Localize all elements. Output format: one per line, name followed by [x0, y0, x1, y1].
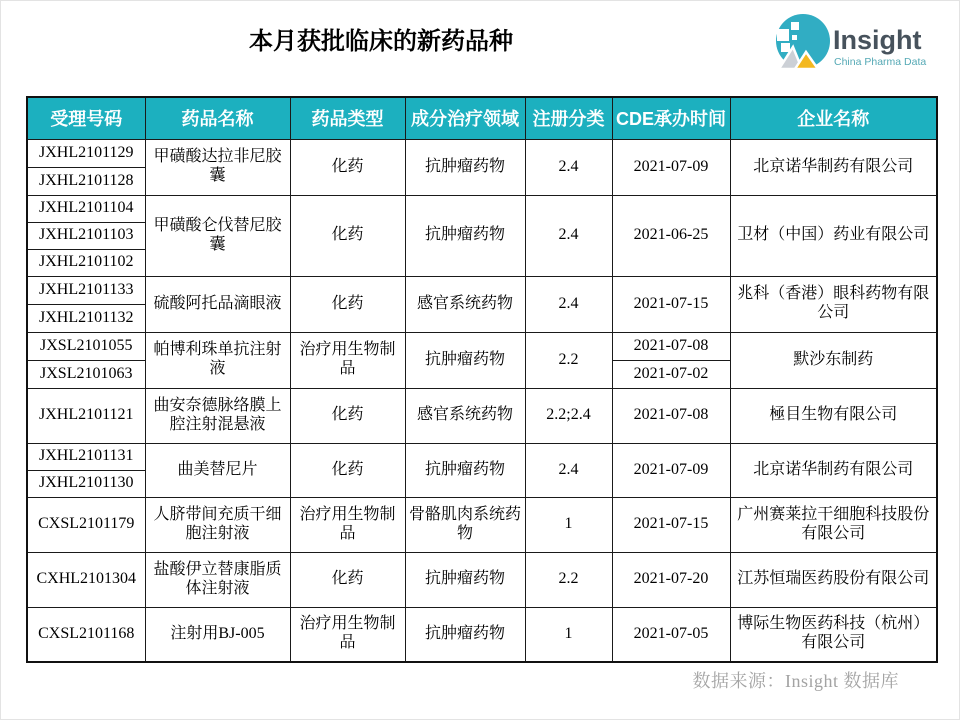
registration-category: 2.4	[525, 276, 612, 332]
company-name: 江苏恒瑞医药股份有限公司	[730, 552, 937, 607]
table-row	[27, 276, 937, 304]
page-title: 本月获批临床的新药品种	[249, 28, 513, 55]
acceptance-number: CXSL2101179	[27, 497, 145, 552]
insight-logo-subtitle: China Pharma Data	[834, 56, 927, 68]
drug-type: 化药	[290, 139, 405, 195]
company-name: 北京诺华制药有限公司	[730, 139, 937, 195]
table-header-row	[27, 97, 937, 139]
cde-date: 2021-07-09	[612, 139, 730, 195]
company-name: 兆科（香港）眼科药物有限公司	[730, 276, 937, 332]
acceptance-number: JXHL2101131	[27, 443, 145, 470]
col-header-cde-date: CDE承办时间	[612, 97, 730, 139]
drug-name: 甲磺酸仑伐替尼胶囊	[145, 195, 290, 276]
acceptance-number: JXHL2101103	[27, 222, 145, 249]
table-row	[27, 139, 937, 167]
acceptance-number: JXHL2101102	[27, 249, 145, 276]
cde-date: 2021-07-08	[612, 332, 730, 360]
drug-name: 甲磺酸达拉非尼胶囊	[145, 139, 290, 195]
insight-logo-text: Insight	[833, 25, 922, 55]
cde-date: 2021-07-08	[612, 388, 730, 443]
approved-drugs-table	[26, 96, 938, 663]
drug-type: 化药	[290, 552, 405, 607]
cde-date: 2021-07-02	[612, 360, 730, 388]
cde-date: 2021-07-15	[612, 276, 730, 332]
treatment-area: 抗肿瘤药物	[405, 139, 525, 195]
data-source-note: 数据来源：Insight 数据库	[692, 671, 899, 691]
cde-date: 2021-07-15	[612, 497, 730, 552]
company-name: 默沙东制药	[730, 332, 937, 388]
drug-type: 治疗用生物制品	[290, 497, 405, 552]
drug-name: 盐酸伊立替康脂质体注射液	[145, 552, 290, 607]
table-row	[27, 195, 937, 222]
drug-name: 曲安奈德脉络膜上腔注射混悬液	[145, 388, 290, 443]
drug-name: 硫酸阿托品滴眼液	[145, 276, 290, 332]
acceptance-number: JXHL2101133	[27, 276, 145, 304]
drug-name: 注射用BJ-005	[145, 607, 290, 662]
cde-date: 2021-07-20	[612, 552, 730, 607]
registration-category: 1	[525, 497, 612, 552]
acceptance-number: JXHL2101128	[27, 167, 145, 195]
drug-type: 化药	[290, 388, 405, 443]
drug-type: 治疗用生物制品	[290, 332, 405, 388]
treatment-area: 抗肿瘤药物	[405, 332, 525, 388]
treatment-area: 感官系统药物	[405, 276, 525, 332]
company-name: 極目生物有限公司	[730, 388, 937, 443]
company-name: 博际生物医药科技（杭州）有限公司	[730, 607, 937, 662]
acceptance-number: JXHL2101129	[27, 139, 145, 167]
table-row	[27, 332, 937, 360]
acceptance-number: JXHL2101132	[27, 304, 145, 332]
drug-type: 化药	[290, 276, 405, 332]
registration-category: 2.2	[525, 332, 612, 388]
treatment-area: 感官系统药物	[405, 388, 525, 443]
col-header-drug-type: 药品类型	[290, 97, 405, 139]
cde-date: 2021-06-25	[612, 195, 730, 276]
drug-name: 帕博利珠单抗注射液	[145, 332, 290, 388]
drug-type: 化药	[290, 443, 405, 497]
acceptance-number: JXHL2101104	[27, 195, 145, 222]
insight-logo-icon	[767, 9, 937, 81]
treatment-area: 抗肿瘤药物	[405, 443, 525, 497]
insight-logo	[767, 9, 937, 81]
treatment-area: 骨骼肌肉系统药物	[405, 497, 525, 552]
acceptance-number: CXHL2101304	[27, 552, 145, 607]
cde-date: 2021-07-05	[612, 607, 730, 662]
col-header-acceptance-number: 受理号码	[27, 97, 145, 139]
acceptance-number: JXHL2101121	[27, 388, 145, 443]
cde-date: 2021-07-09	[612, 443, 730, 497]
company-name: 广州赛莱拉干细胞科技股份有限公司	[730, 497, 937, 552]
acceptance-number: JXSL2101063	[27, 360, 145, 388]
col-header-company: 企业名称	[730, 97, 937, 139]
registration-category: 2.4	[525, 195, 612, 276]
registration-category: 2.4	[525, 139, 612, 195]
registration-category: 2.4	[525, 443, 612, 497]
treatment-area: 抗肿瘤药物	[405, 552, 525, 607]
acceptance-number: CXSL2101168	[27, 607, 145, 662]
drug-type: 化药	[290, 195, 405, 276]
registration-category: 1	[525, 607, 612, 662]
table-row	[27, 388, 937, 443]
col-header-registration-category: 注册分类	[525, 97, 612, 139]
table-row	[27, 552, 937, 607]
acceptance-number: JXHL2101130	[27, 470, 145, 497]
treatment-area: 抗肿瘤药物	[405, 195, 525, 276]
registration-category: 2.2;2.4	[525, 388, 612, 443]
registration-category: 2.2	[525, 552, 612, 607]
table-row	[27, 607, 937, 662]
table-row	[27, 443, 937, 470]
company-name: 卫材（中国）药业有限公司	[730, 195, 937, 276]
col-header-drug-name: 药品名称	[145, 97, 290, 139]
drug-name: 曲美替尼片	[145, 443, 290, 497]
drug-name: 人脐带间充质干细胞注射液	[145, 497, 290, 552]
company-name: 北京诺华制药有限公司	[730, 443, 937, 497]
col-header-treatment-area: 成分治疗领域	[405, 97, 525, 139]
treatment-area: 抗肿瘤药物	[405, 607, 525, 662]
table-row	[27, 497, 937, 552]
drug-type: 治疗用生物制品	[290, 607, 405, 662]
acceptance-number: JXSL2101055	[27, 332, 145, 360]
